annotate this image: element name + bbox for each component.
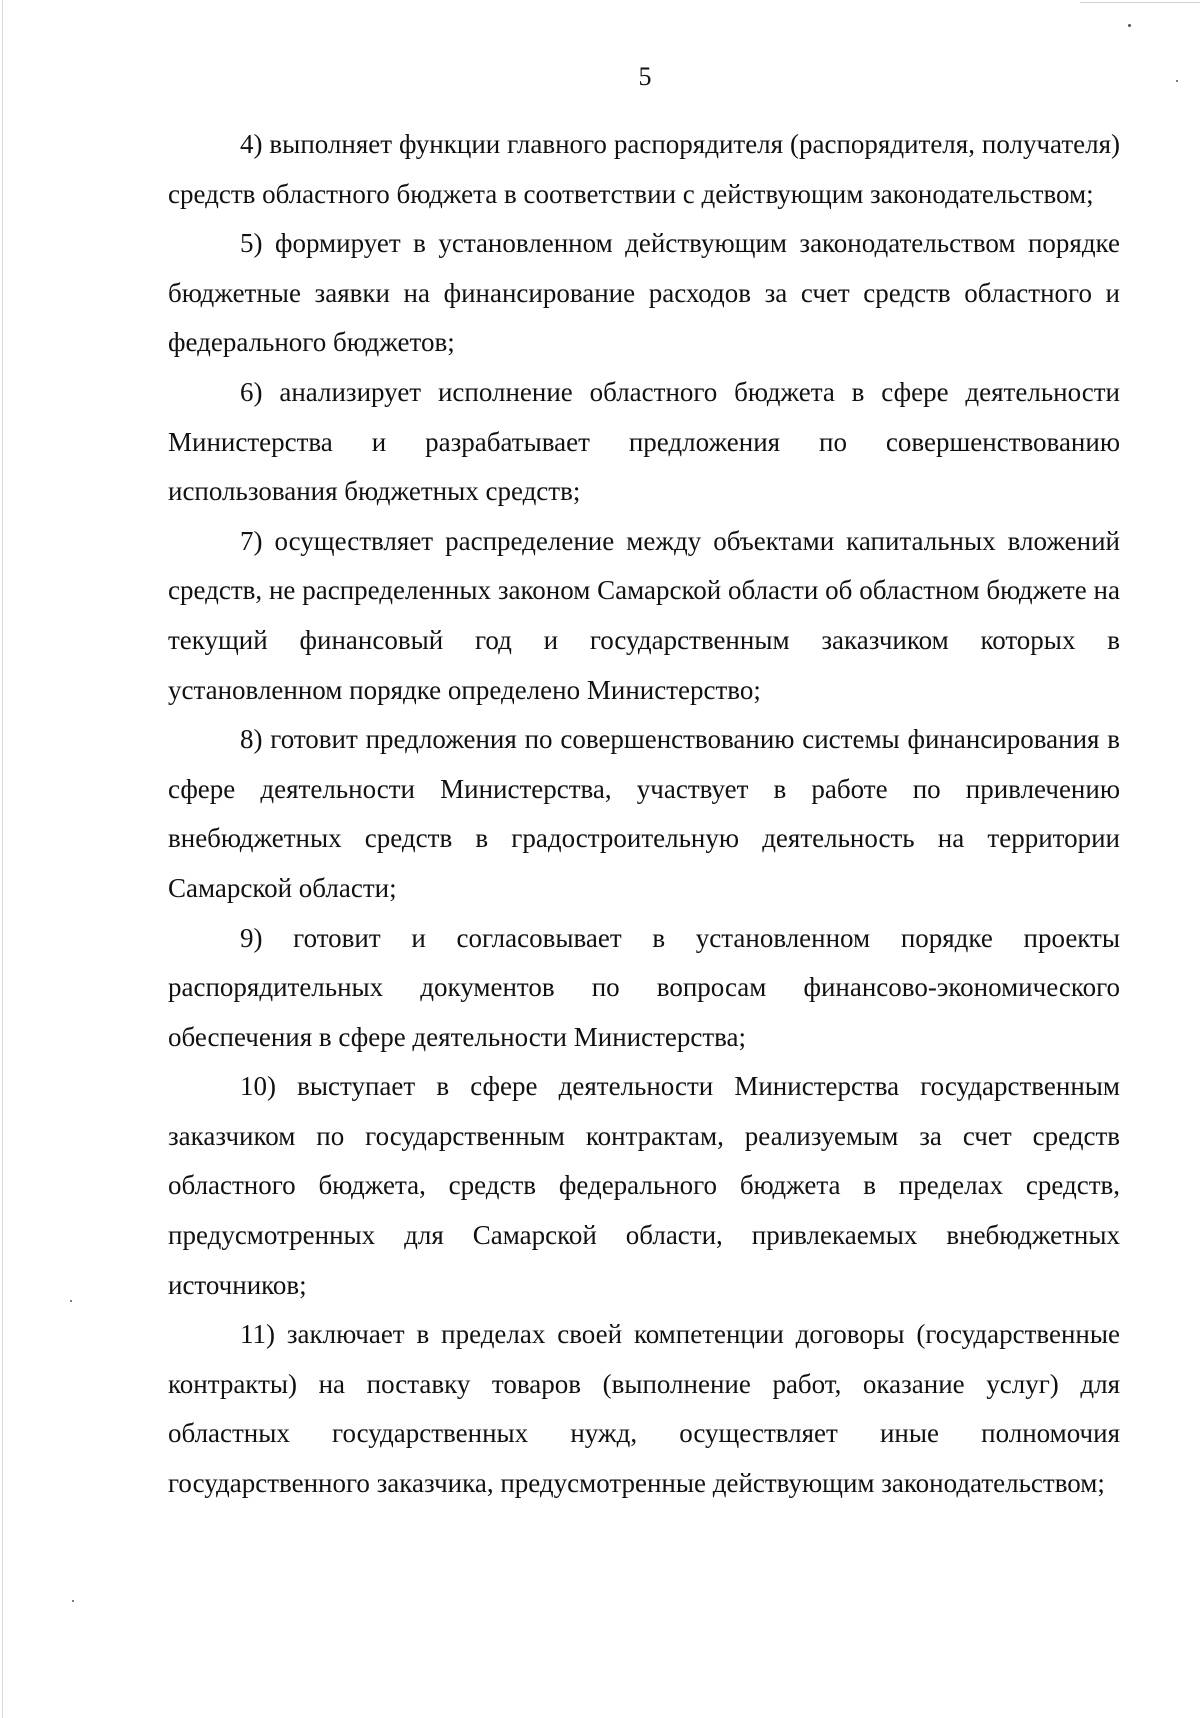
paragraph-item-6: 6) анализирует исполнение областного бюджета в сфере деятельности Министерства и разрабатывает предложения по совершенствованию использования бюджетных средств; [168, 376, 1120, 507]
paragraph-item-7: 7) осуществляет распределение между объектами капитальных вложений средств, не распределенных законом Самарской области об областном бюджете на текущий финансовый год и государственным заказчиком которых в установленном порядке определено Министерство; [168, 525, 1120, 705]
page-number: 5 [638, 62, 652, 91]
paragraph-item-9: 9) готовит и согласовывает в установленном порядке проекты распорядительных документов по вопросам финансово-экономического обеспечения в сфере деятельности Министерства; [168, 922, 1120, 1052]
paragraph-item-11: 11) заключает в пределах своей компетенции договоры (государственные контракты) на поставку товаров (выполнение работ, оказание услуг) для областных государственных нужд, осуществляет иные полномочия государственного заказчика, предусмотренные действующим законодательством; [168, 1319, 1120, 1499]
paragraph-item-8: 8) готовит предложения по совершенствованию системы финансирования в сфере деятельности Министерства, участвует в работе по привлечению внебюджетных средств в градостроительную деятельность на территории Самарской области; [168, 724, 1120, 903]
scan-edge-left [2, 0, 3, 1718]
scan-speck [70, 1300, 72, 1302]
scan-speck [1128, 24, 1131, 27]
scan-edge-top [1080, 2, 1200, 3]
scan-speck [1176, 80, 1178, 82]
paragraph-item-4: 4) выполняет функции главного распорядителя (распорядителя, получателя) средств областного бюджета в соответствии с действующим законодательством; [168, 129, 1120, 209]
document-body [168, 120, 1120, 1509]
paragraph-item-10: 10) выступает в сфере деятельности Министерства государственным заказчиком по государственным контрактам, реализуемым за счет средств областного бюджета, средств федерального бюджета в пределах средств, предусмотренных для Самарской области, привлекаемых внебюджетных источников; [168, 1071, 1120, 1300]
paragraph-item-5: 5) формирует в установленном действующим законодательством порядке бюджетные заявки на финансирование расходов за счет средств областного и федерального бюджетов; [168, 228, 1120, 358]
scan-speck [72, 1600, 74, 1602]
